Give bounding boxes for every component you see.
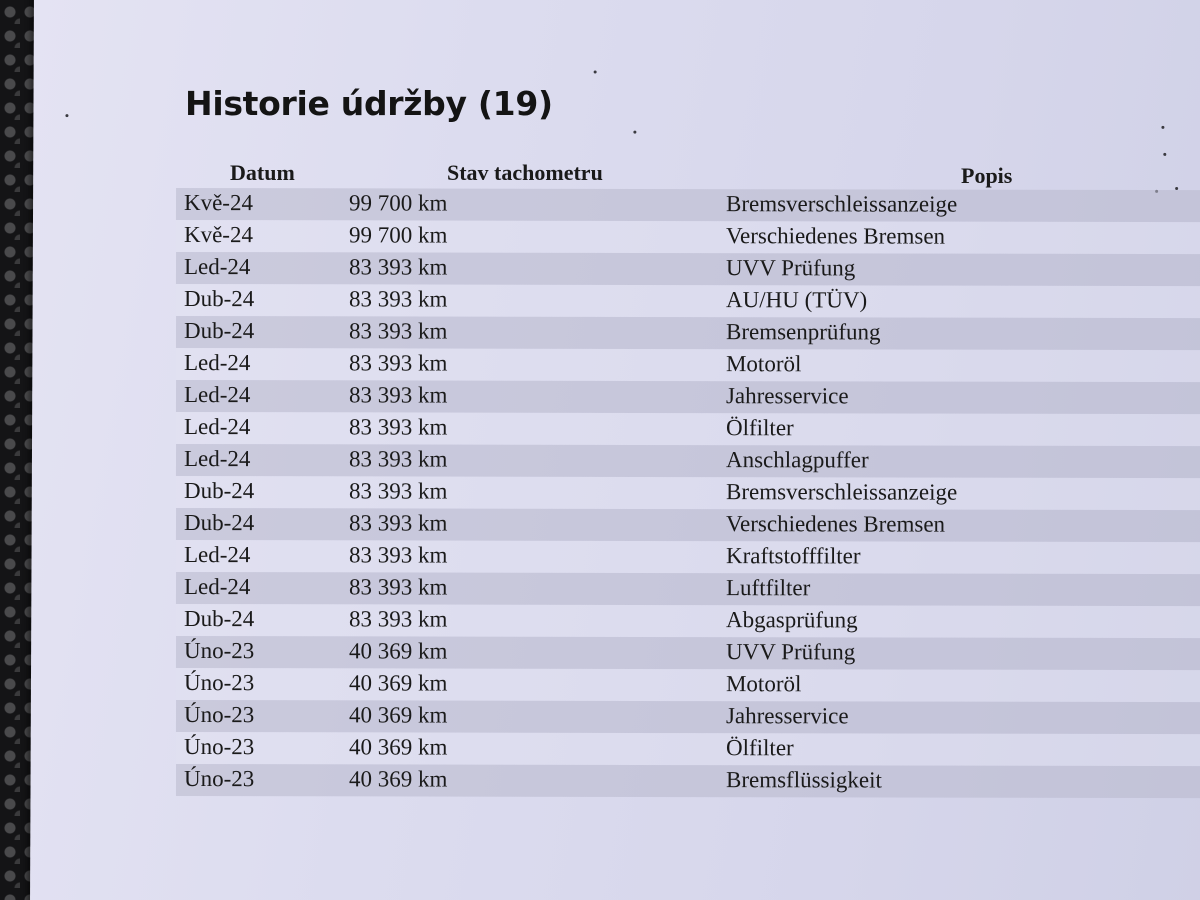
description-cell: Jahresservice xyxy=(725,383,849,409)
odometer-cell: 83 393 km xyxy=(348,318,448,344)
odometer-cell: 83 393 km xyxy=(348,382,448,408)
description-cell: UVV Prüfung xyxy=(725,639,856,665)
description-cell: Kraftstofffilter xyxy=(725,543,861,569)
paper-speck xyxy=(1163,153,1166,156)
paper-speck xyxy=(594,70,597,73)
date-cell: Úno-23 xyxy=(183,766,255,792)
table-row xyxy=(176,316,1200,350)
description-cell: Motoröl xyxy=(725,671,802,697)
odometer-cell: 99 700 km xyxy=(348,222,448,248)
table-row xyxy=(176,380,1200,414)
odometer-cell: 40 369 km xyxy=(348,766,448,792)
odometer-cell: 40 369 km xyxy=(348,734,448,760)
description-cell: Abgasprüfung xyxy=(725,607,858,633)
table-row xyxy=(176,604,1200,638)
date-cell: Úno-23 xyxy=(183,702,255,728)
date-cell: Dub-24 xyxy=(183,286,255,312)
date-cell: Úno-23 xyxy=(183,734,255,760)
date-cell: Kvě-24 xyxy=(183,190,254,216)
table-body xyxy=(176,188,1200,796)
odometer-cell: 83 393 km xyxy=(348,446,448,472)
odometer-cell: 83 393 km xyxy=(348,286,448,312)
odometer-cell: 83 393 km xyxy=(348,542,448,568)
table-row xyxy=(176,636,1200,670)
date-cell: Led-24 xyxy=(183,574,251,600)
description-cell: AU/HU (TÜV) xyxy=(725,287,868,313)
table-row xyxy=(176,572,1200,606)
odometer-cell: 40 369 km xyxy=(348,702,448,728)
description-cell: Luftfilter xyxy=(725,575,811,601)
date-cell: Úno-23 xyxy=(183,638,255,664)
date-cell: Dub-24 xyxy=(183,606,255,632)
odometer-cell: 83 393 km xyxy=(348,350,448,376)
description-cell: Motoröl xyxy=(725,351,802,377)
date-cell: Dub-24 xyxy=(183,510,255,536)
table-row xyxy=(176,700,1200,734)
date-cell: Kvě-24 xyxy=(183,222,254,248)
table-row xyxy=(176,188,1200,222)
odometer-cell: 83 393 km xyxy=(348,510,448,536)
maintenance-table xyxy=(176,158,1200,796)
table-row xyxy=(176,284,1200,318)
description-cell: Verschiedenes Bremsen xyxy=(725,223,946,249)
table-row xyxy=(176,348,1200,382)
description-cell: Verschiedenes Bremsen xyxy=(725,511,946,537)
odometer-cell: 83 393 km xyxy=(348,574,448,600)
column-header-description: Popis xyxy=(961,163,1013,188)
date-cell: Led-24 xyxy=(183,542,251,568)
description-cell: Ölfilter xyxy=(725,735,794,761)
odometer-cell: 99 700 km xyxy=(348,190,448,216)
paper-speck xyxy=(65,114,68,117)
paper-speck xyxy=(633,131,636,134)
description-cell: Bremsverschleissanzeige xyxy=(725,191,958,217)
description-cell: Bremsflüssigkeit xyxy=(725,767,882,793)
table-row xyxy=(176,764,1200,798)
page-title: Historie údržby (19) xyxy=(185,84,553,123)
date-cell: Led-24 xyxy=(183,254,251,280)
date-cell: Dub-24 xyxy=(183,318,255,344)
table-row xyxy=(176,252,1200,286)
table-row xyxy=(176,668,1200,702)
odometer-cell: 83 393 km xyxy=(348,478,448,504)
odometer-cell: 83 393 km xyxy=(348,254,448,280)
date-cell: Led-24 xyxy=(183,350,251,376)
table-row xyxy=(176,508,1200,542)
date-cell: Dub-24 xyxy=(183,478,255,504)
column-header-date: Datum xyxy=(230,160,295,185)
column-header-odometer: Stav tachometru xyxy=(447,160,603,185)
table-row xyxy=(176,412,1200,446)
date-cell: Led-24 xyxy=(183,382,251,408)
table-header xyxy=(176,158,1200,188)
description-cell: Bremsverschleissanzeige xyxy=(725,479,958,505)
table-row xyxy=(176,732,1200,766)
odometer-cell: 40 369 km xyxy=(348,670,448,696)
table-row xyxy=(176,540,1200,574)
odometer-cell: 40 369 km xyxy=(348,638,448,664)
description-cell: Ölfilter xyxy=(725,415,794,441)
description-cell: UVV Prüfung xyxy=(725,255,856,281)
paper-speck xyxy=(1161,126,1164,129)
date-cell: Led-24 xyxy=(183,414,251,440)
odometer-cell: 83 393 km xyxy=(348,414,448,440)
table-row xyxy=(176,476,1200,510)
description-cell: Jahresservice xyxy=(725,703,849,729)
date-cell: Led-24 xyxy=(183,446,251,472)
table-row xyxy=(176,220,1200,254)
description-cell: Bremsenprüfung xyxy=(725,319,881,345)
description-cell: Anschlagpuffer xyxy=(725,447,869,473)
date-cell: Úno-23 xyxy=(183,670,255,696)
odometer-cell: 83 393 km xyxy=(348,606,448,632)
table-row xyxy=(176,444,1200,478)
